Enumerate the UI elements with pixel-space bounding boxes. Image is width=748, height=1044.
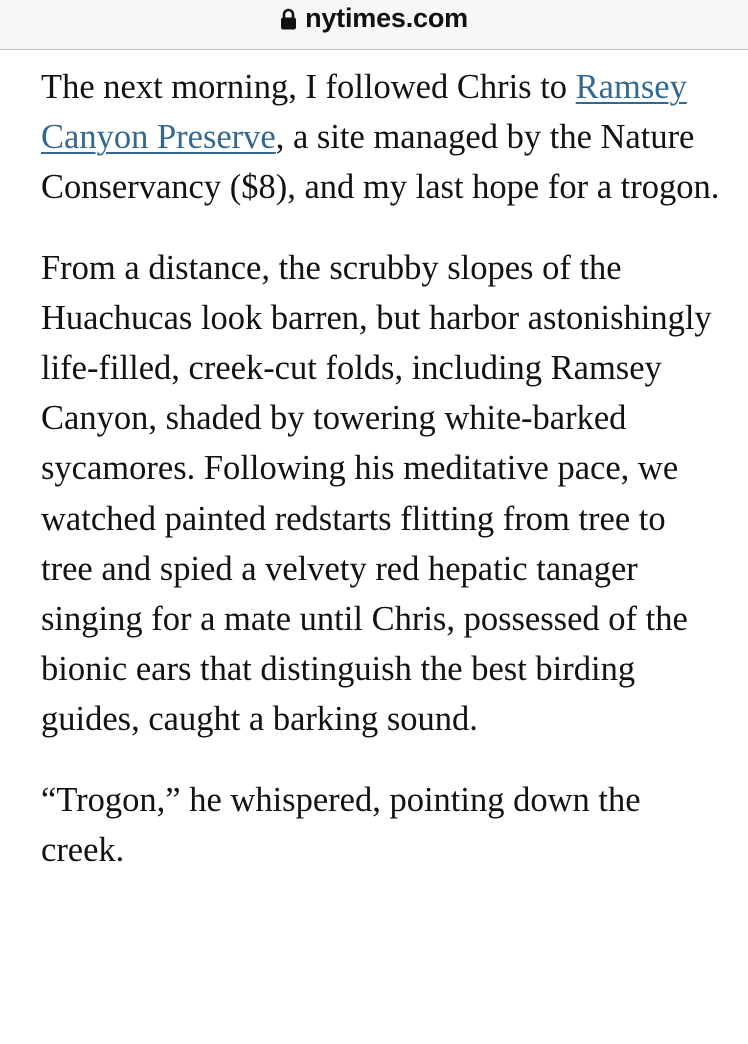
article-paragraph <box>41 62 721 213</box>
address-bar-content <box>280 3 468 34</box>
article-paragraph: “Trogon,” he whispered, pointing down the creek. <box>41 780 641 869</box>
paragraph-text: , a site managed by the Nature Conservancy ($8), and my last hope for a trogon. <box>41 118 720 207</box>
article-body <box>41 62 721 875</box>
article-paragraph: From a distance, the scrubby slopes of the Huachucas look barren, but harbor astonishingly life-filled, creek-cut folds, including Ramsey Canyon, shaded by towering white-barked sycamores. Following his meditative pace, we watched painted redstarts flitting from tree to tree and spied a velvety red hepatic tanager singing for a mate until Chris, possessed of the bionic ears that distinguish the best birding guides, caught a barking sound. <box>41 248 712 739</box>
ramsey-canyon-preserve-link[interactable]: Ramsey Canyon Preserve <box>41 68 687 157</box>
address-bar[interactable] <box>0 0 748 50</box>
address-domain: nytimes.com <box>305 3 468 33</box>
lock-icon <box>280 8 297 30</box>
paragraph-text: The next morning, I followed Chris to <box>41 68 576 106</box>
